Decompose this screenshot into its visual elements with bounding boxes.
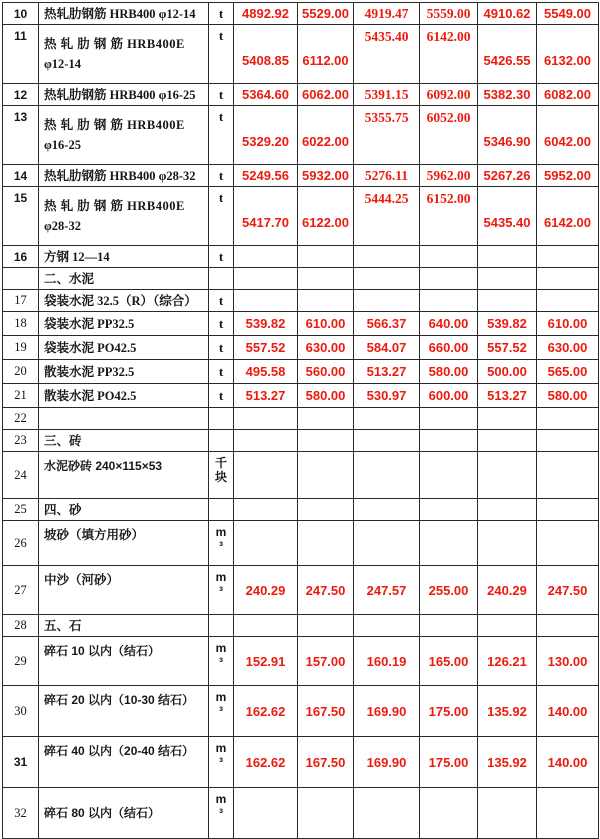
- price-cell: 500.00: [478, 360, 537, 384]
- unit-cell: [209, 615, 234, 637]
- price-cell: 6132.00: [537, 25, 599, 84]
- price-cell: 135.92: [478, 686, 537, 737]
- price-cell: 5444.25: [354, 187, 420, 246]
- price-cell: [537, 452, 599, 499]
- unit-text: t: [218, 5, 224, 21]
- material-name-text: 热 轧 肋 钢 筋 HRB400E: [44, 199, 185, 213]
- price-cell: [234, 452, 298, 499]
- price-cell: 5355.75: [354, 106, 420, 165]
- price-cell: [420, 499, 478, 521]
- price-cell: [537, 521, 599, 566]
- material-name-cell: [39, 521, 209, 566]
- price-cell: 6052.00: [420, 106, 478, 165]
- price-cell: [298, 521, 354, 566]
- section-title-cell: [39, 615, 209, 637]
- price-cell: 580.00: [420, 360, 478, 384]
- price-cell: 580.00: [298, 384, 354, 408]
- price-cell: 240.29: [478, 566, 537, 615]
- row-number-cell: 23: [3, 430, 39, 452]
- price-cell: [478, 788, 537, 839]
- material-name-cell: [39, 788, 209, 839]
- price-cell: [537, 499, 599, 521]
- price-cell: 140.00: [537, 737, 599, 788]
- row-number-cell: 21: [3, 384, 39, 408]
- row-number-cell: 10: [3, 3, 39, 25]
- material-name-text: 碎石 10 以内（结石）: [44, 644, 161, 658]
- price-cell: 4919.47: [354, 3, 420, 25]
- price-cell: 513.27: [234, 384, 298, 408]
- table-row: [3, 312, 599, 336]
- table-row: [3, 25, 599, 84]
- price-cell: [478, 499, 537, 521]
- row-number-cell: 25: [3, 499, 39, 521]
- price-cell: 566.37: [354, 312, 420, 336]
- price-cell: 165.00: [420, 637, 478, 686]
- material-name-text: 坡砂（填方用砂）: [44, 528, 145, 542]
- material-name-cell: [39, 336, 209, 360]
- material-name-text: 三、砖: [44, 433, 82, 448]
- price-cell: [354, 452, 420, 499]
- price-cell: [234, 788, 298, 839]
- price-cell: 557.52: [234, 336, 298, 360]
- table-row: [3, 452, 599, 499]
- table-row: [3, 290, 599, 312]
- price-cell: [354, 499, 420, 521]
- unit-char: ³: [219, 704, 223, 718]
- material-name-text: 碎石 20 以内（10-30 结石）: [44, 693, 195, 707]
- unit-cell: [209, 268, 234, 290]
- price-cell: 5549.00: [537, 3, 599, 25]
- unit-cell: [209, 499, 234, 521]
- price-cell: [420, 521, 478, 566]
- table-row: [3, 686, 599, 737]
- price-cell: [234, 268, 298, 290]
- price-cell: [537, 430, 599, 452]
- price-cell: 5962.00: [420, 165, 478, 187]
- row-number-cell: 11: [3, 25, 39, 84]
- section-title-cell: [39, 499, 209, 521]
- row-number-cell: 24: [3, 452, 39, 499]
- material-name-cell: [39, 165, 209, 187]
- price-cell: 6042.00: [537, 106, 599, 165]
- price-cell: [354, 268, 420, 290]
- material-name-text: 热 轧 肋 钢 筋 HRB400E: [44, 118, 185, 132]
- price-cell: 5364.60: [234, 84, 298, 106]
- material-name-text: 散装水泥 PP32.5: [44, 364, 135, 379]
- row-number-cell: 18: [3, 312, 39, 336]
- price-cell: 5426.55: [478, 25, 537, 84]
- price-cell: [420, 452, 478, 499]
- price-cell: [354, 246, 420, 268]
- unit-cell: [209, 737, 234, 788]
- price-cell: 610.00: [298, 312, 354, 336]
- price-cell: [298, 788, 354, 839]
- table-row: [3, 336, 599, 360]
- price-cell: 135.92: [478, 737, 537, 788]
- price-cell: [537, 615, 599, 637]
- price-cell: [478, 430, 537, 452]
- section-row: [3, 430, 599, 452]
- price-cell: [537, 788, 599, 839]
- unit-char: m: [215, 570, 227, 584]
- price-cell: 175.00: [420, 737, 478, 788]
- material-name-text: 中沙（河砂）: [44, 573, 120, 587]
- material-name-text: 热 轧 肋 钢 筋 HRB400E: [44, 37, 185, 51]
- price-cell: 6062.00: [298, 84, 354, 106]
- price-cell: 247.50: [298, 566, 354, 615]
- price-cell: [234, 521, 298, 566]
- price-cell: [234, 246, 298, 268]
- material-name-text: 方钢 12—14: [44, 249, 110, 264]
- price-cell: 167.50: [298, 737, 354, 788]
- price-cell: [478, 268, 537, 290]
- price-cell: [298, 430, 354, 452]
- price-cell: 560.00: [298, 360, 354, 384]
- price-cell: 5529.00: [298, 3, 354, 25]
- unit-cell: [209, 384, 234, 408]
- price-cell: [478, 246, 537, 268]
- price-cell: [234, 408, 298, 430]
- price-cell: 157.00: [298, 637, 354, 686]
- unit-text: t: [218, 363, 224, 379]
- price-cell: 247.57: [354, 566, 420, 615]
- price-cell: 580.00: [537, 384, 599, 408]
- unit-text: t: [218, 339, 224, 355]
- row-number-cell: 19: [3, 336, 39, 360]
- unit-char: m: [215, 525, 227, 539]
- unit-text: t: [218, 28, 224, 43]
- price-cell: [234, 499, 298, 521]
- price-cell: 539.82: [478, 312, 537, 336]
- section-row: [3, 615, 599, 637]
- price-cell: [298, 290, 354, 312]
- material-name-text: 热轧肋钢筋 HRB400 φ16-25: [44, 87, 196, 102]
- material-name-text: 碎石 80 以内（结石）: [44, 806, 161, 820]
- unit-char: m: [215, 641, 227, 655]
- unit-text: t: [218, 190, 224, 205]
- price-cell: 6082.00: [537, 84, 599, 106]
- price-cell: [234, 615, 298, 637]
- price-cell: 610.00: [537, 312, 599, 336]
- price-cell: 140.00: [537, 686, 599, 737]
- price-cell: 6022.00: [298, 106, 354, 165]
- price-cell: [354, 615, 420, 637]
- price-cell: [298, 408, 354, 430]
- price-cell: 5249.56: [234, 165, 298, 187]
- row-number-cell: 28: [3, 615, 39, 637]
- unit-cell: [209, 165, 234, 187]
- price-cell: [298, 268, 354, 290]
- material-name-text: 碎石 40 以内（20-40 结石）: [44, 744, 195, 758]
- row-number-cell: 13: [3, 106, 39, 165]
- price-cell: 5559.00: [420, 3, 478, 25]
- unit-cell: [209, 788, 234, 839]
- price-cell: 130.00: [537, 637, 599, 686]
- unit-text: t: [218, 387, 224, 403]
- section-title-cell: [39, 430, 209, 452]
- price-cell: [298, 452, 354, 499]
- price-cell: 5417.70: [234, 187, 298, 246]
- unit-char: m: [215, 792, 227, 806]
- material-name-text: 袋装水泥 32.5（R）（综合）: [44, 293, 197, 308]
- price-cell: 4910.62: [478, 3, 537, 25]
- price-cell: 126.21: [478, 637, 537, 686]
- row-number-cell: 27: [3, 566, 39, 615]
- price-cell: 630.00: [298, 336, 354, 360]
- unit-cell: [209, 566, 234, 615]
- material-name-text: 水泥砂砖 240×115×53: [44, 459, 163, 473]
- table-row: [3, 384, 599, 408]
- price-cell: 175.00: [420, 686, 478, 737]
- price-cell: [420, 246, 478, 268]
- price-cell: 6122.00: [298, 187, 354, 246]
- price-cell: 660.00: [420, 336, 478, 360]
- unit-cell: [209, 521, 234, 566]
- price-cell: 6142.00: [420, 25, 478, 84]
- price-table-body: [3, 3, 599, 839]
- material-name-text: 袋装水泥 PO42.5: [44, 340, 137, 355]
- unit-cell: [209, 290, 234, 312]
- price-cell: [537, 246, 599, 268]
- material-name-text: 热轧肋钢筋 HRB400 φ28-32: [44, 168, 196, 183]
- section-row: [3, 499, 599, 521]
- table-row: [3, 246, 599, 268]
- row-number-cell: 12: [3, 84, 39, 106]
- material-name-cell: [39, 452, 209, 499]
- unit-text: t: [218, 109, 224, 124]
- price-cell: [298, 499, 354, 521]
- unit-cell: [209, 106, 234, 165]
- row-number-cell: 29: [3, 637, 39, 686]
- material-name-cell: [39, 360, 209, 384]
- row-number-cell: 22: [3, 408, 39, 430]
- price-cell: 5435.40: [478, 187, 537, 246]
- price-cell: [354, 788, 420, 839]
- table-row: [3, 165, 599, 187]
- material-name-text-line2: φ16-25: [44, 138, 81, 152]
- material-name-text: 二、水泥: [44, 271, 95, 286]
- price-cell: 5435.40: [354, 25, 420, 84]
- material-name-cell: [39, 84, 209, 106]
- unit-cell: [209, 408, 234, 430]
- unit-text: t: [218, 248, 224, 264]
- table-row: [3, 84, 599, 106]
- material-name-cell: [39, 737, 209, 788]
- price-cell: [537, 268, 599, 290]
- table-row: [3, 187, 599, 246]
- price-cell: 5346.90: [478, 106, 537, 165]
- price-cell: 6092.00: [420, 84, 478, 106]
- price-cell: [420, 615, 478, 637]
- unit-char: ³: [219, 655, 223, 669]
- price-cell: [537, 408, 599, 430]
- price-cell: 557.52: [478, 336, 537, 360]
- section-row: [3, 268, 599, 290]
- unit-text: t: [218, 315, 224, 331]
- price-cell: [478, 290, 537, 312]
- unit-char: ³: [219, 584, 223, 598]
- price-cell: 513.27: [354, 360, 420, 384]
- material-name-cell: [39, 106, 209, 165]
- price-cell: 247.50: [537, 566, 599, 615]
- unit-text: t: [218, 86, 224, 102]
- price-cell: [420, 268, 478, 290]
- material-name-cell: [39, 408, 209, 430]
- row-number-cell: 17: [3, 290, 39, 312]
- price-cell: [478, 615, 537, 637]
- row-number-cell: 30: [3, 686, 39, 737]
- price-cell: [478, 408, 537, 430]
- material-name-cell: [39, 637, 209, 686]
- price-cell: 630.00: [537, 336, 599, 360]
- unit-cell: [209, 430, 234, 452]
- price-cell: 5952.00: [537, 165, 599, 187]
- table-row: [3, 637, 599, 686]
- unit-cell: [209, 84, 234, 106]
- material-name-cell: [39, 566, 209, 615]
- price-cell: [420, 290, 478, 312]
- price-cell: 5276.11: [354, 165, 420, 187]
- price-cell: [478, 521, 537, 566]
- unit-char: ³: [219, 806, 223, 820]
- row-number-cell: 31: [3, 737, 39, 788]
- material-name-cell: [39, 25, 209, 84]
- price-cell: 5329.20: [234, 106, 298, 165]
- price-cell: 5408.85: [234, 25, 298, 84]
- table-row: [3, 521, 599, 566]
- material-name-text-line2: φ12-14: [44, 57, 81, 71]
- row-number-cell: 14: [3, 165, 39, 187]
- price-cell: 5932.00: [298, 165, 354, 187]
- unit-cell: [209, 25, 234, 84]
- price-table: [2, 2, 599, 839]
- price-cell: 240.29: [234, 566, 298, 615]
- price-cell: 6152.00: [420, 187, 478, 246]
- unit-cell: [209, 360, 234, 384]
- table-row: [3, 566, 599, 615]
- material-name-cell: [39, 384, 209, 408]
- unit-text: t: [218, 167, 224, 183]
- unit-char: ³: [219, 755, 223, 769]
- unit-cell: [209, 452, 234, 499]
- price-cell: 6112.00: [298, 25, 354, 84]
- price-cell: 5391.15: [354, 84, 420, 106]
- price-cell: [420, 430, 478, 452]
- unit-cell: [209, 312, 234, 336]
- price-cell: 162.62: [234, 686, 298, 737]
- unit-char: ³: [219, 539, 223, 553]
- price-cell: [354, 430, 420, 452]
- unit-char: 块: [214, 470, 227, 484]
- table-row: [3, 3, 599, 25]
- unit-cell: [209, 3, 234, 25]
- section-title-cell: [39, 268, 209, 290]
- material-name-cell: [39, 246, 209, 268]
- price-cell: 584.07: [354, 336, 420, 360]
- material-name-text-line2: φ28-32: [44, 219, 81, 233]
- unit-cell: [209, 686, 234, 737]
- price-cell: [354, 408, 420, 430]
- price-cell: [478, 452, 537, 499]
- price-cell: [537, 290, 599, 312]
- row-number-cell: [3, 268, 39, 290]
- price-cell: 169.90: [354, 737, 420, 788]
- unit-char: m: [215, 741, 227, 755]
- price-cell: 5382.30: [478, 84, 537, 106]
- material-name-cell: [39, 312, 209, 336]
- price-cell: 152.91: [234, 637, 298, 686]
- price-cell: 4892.92: [234, 3, 298, 25]
- price-cell: 640.00: [420, 312, 478, 336]
- row-number-cell: 16: [3, 246, 39, 268]
- row-number-cell: 32: [3, 788, 39, 839]
- unit-char: m: [215, 690, 227, 704]
- material-name-text: 袋装水泥 PP32.5: [44, 316, 135, 331]
- price-cell: [298, 246, 354, 268]
- row-number-cell: 20: [3, 360, 39, 384]
- price-cell: 513.27: [478, 384, 537, 408]
- price-cell: 167.50: [298, 686, 354, 737]
- unit-cell: [209, 246, 234, 268]
- unit-char: 千: [214, 456, 227, 470]
- price-cell: 255.00: [420, 566, 478, 615]
- row-number-cell: 26: [3, 521, 39, 566]
- unit-cell: [209, 187, 234, 246]
- price-cell: [420, 788, 478, 839]
- price-cell: [420, 408, 478, 430]
- price-cell: 169.90: [354, 686, 420, 737]
- table-row: [3, 408, 599, 430]
- unit-cell: [209, 336, 234, 360]
- material-name-cell: [39, 187, 209, 246]
- unit-text: t: [218, 292, 224, 308]
- price-cell: 160.19: [354, 637, 420, 686]
- material-name-cell: [39, 686, 209, 737]
- price-cell: 539.82: [234, 312, 298, 336]
- price-cell: 6142.00: [537, 187, 599, 246]
- table-row: [3, 106, 599, 165]
- price-cell: 495.58: [234, 360, 298, 384]
- material-name-cell: [39, 290, 209, 312]
- price-cell: [354, 521, 420, 566]
- price-cell: [298, 615, 354, 637]
- price-cell: 162.62: [234, 737, 298, 788]
- material-price-table-page: [0, 2, 600, 820]
- price-cell: [354, 290, 420, 312]
- table-row: [3, 737, 599, 788]
- price-cell: 5267.26: [478, 165, 537, 187]
- price-cell: 530.97: [354, 384, 420, 408]
- price-cell: [234, 290, 298, 312]
- price-cell: 600.00: [420, 384, 478, 408]
- price-cell: [234, 430, 298, 452]
- material-name-text: 四、砂: [44, 502, 82, 517]
- material-name-text: 散装水泥 PO42.5: [44, 388, 137, 403]
- row-number-cell: 15: [3, 187, 39, 246]
- table-row: [3, 788, 599, 839]
- unit-cell: [209, 637, 234, 686]
- material-name-text: 五、石: [44, 618, 82, 633]
- material-name-cell: [39, 3, 209, 25]
- price-cell: 565.00: [537, 360, 599, 384]
- material-name-text: 热轧肋钢筋 HRB400 φ12-14: [44, 6, 196, 21]
- table-row: [3, 360, 599, 384]
